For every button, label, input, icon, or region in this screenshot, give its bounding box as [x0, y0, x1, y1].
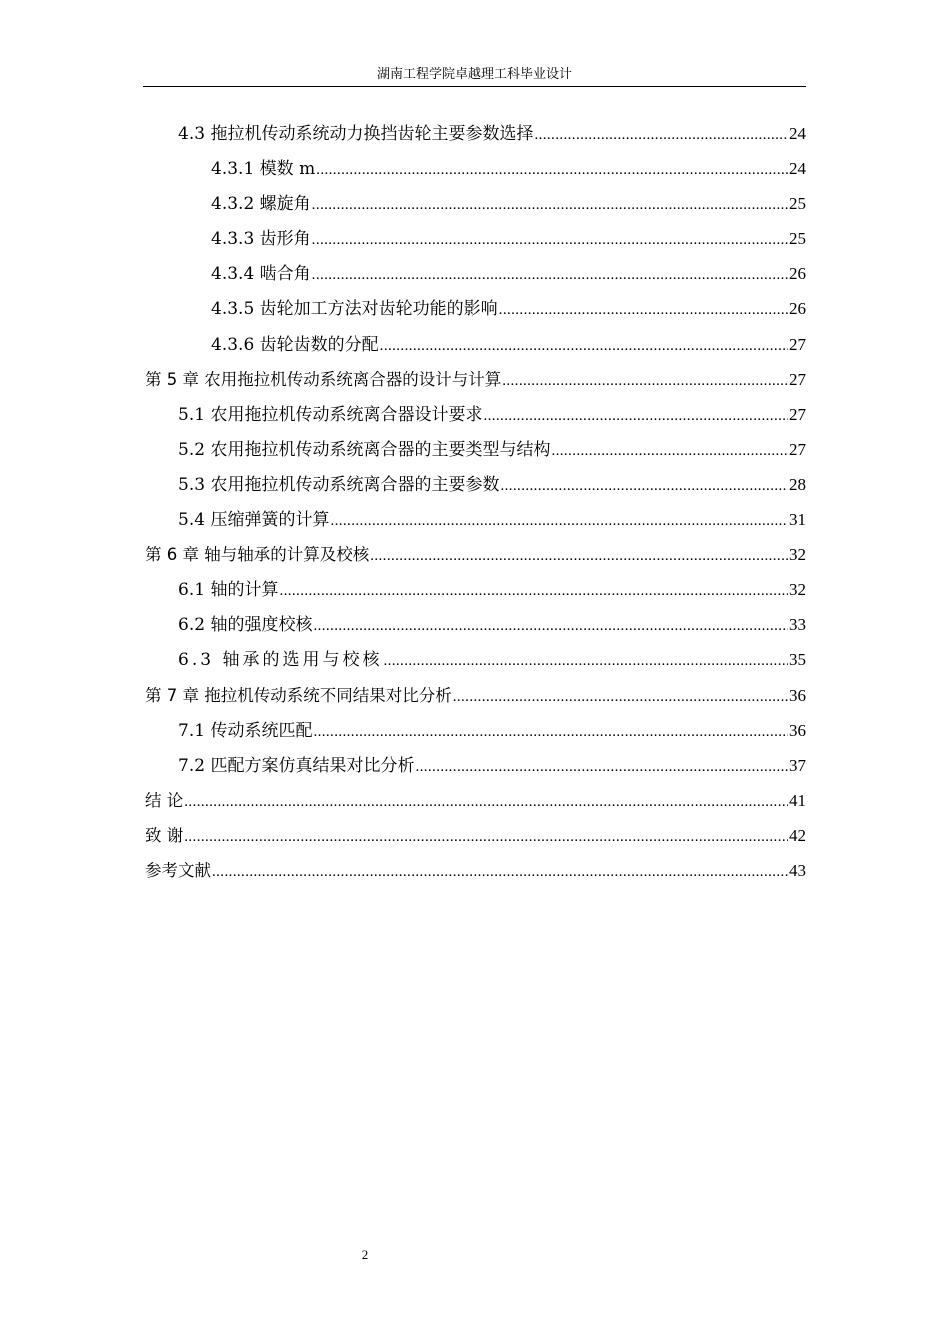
toc-entry[interactable] [143, 467, 806, 502]
toc-page-number: 24 [789, 159, 806, 179]
toc-page-number: 36 [789, 720, 806, 740]
toc-page-number: 27 [789, 439, 806, 459]
toc-dot-leader [370, 539, 788, 574]
toc-entry-title: 4.3.6 齿轮齿数的分配 [211, 334, 379, 355]
toc-page-number: 26 [789, 299, 806, 319]
toc-dot-leader [502, 364, 788, 399]
toc-entry[interactable] [143, 713, 806, 748]
toc-entry[interactable] [143, 256, 806, 291]
toc-entry[interactable] [143, 291, 806, 326]
toc-entry-title: 4.3.1 模数 m [211, 159, 316, 180]
toc-page-number: 32 [789, 545, 806, 565]
toc-dot-leader [312, 188, 788, 223]
toc-dot-leader [184, 820, 788, 855]
toc-dot-leader [453, 680, 788, 715]
toc-entry-title: 4.3.2 螺旋角 [211, 194, 311, 215]
toc-page-number: 27 [789, 369, 806, 389]
toc-entry-title: 第 6 章 轴与轴承的计算及校核 [145, 545, 370, 565]
toc-entry[interactable] [143, 116, 806, 151]
toc-entry-title: 4.3.4 啮合角 [211, 264, 311, 285]
toc-dot-leader [312, 223, 788, 258]
toc-dot-leader [313, 715, 788, 750]
toc-entry[interactable] [143, 221, 806, 256]
toc-page-number: 36 [789, 685, 806, 705]
toc-entry-title: 5.4 压缩弹簧的计算 [178, 510, 330, 531]
toc-dot-leader [380, 329, 788, 364]
toc-dot-leader [500, 469, 788, 504]
toc-entry[interactable] [143, 502, 806, 537]
toc-dot-leader [313, 609, 788, 644]
toc-dot-leader [330, 504, 788, 539]
toc-page-number: 31 [789, 510, 806, 530]
header-title: 湖南工程学院卓越理工科毕业设计 [376, 67, 572, 82]
toc-entry-title: 4.3.5 齿轮加工方法对齿轮功能的影响 [211, 299, 498, 320]
toc-page-number: 24 [789, 124, 806, 143]
toc-page-number: 28 [789, 474, 806, 494]
toc-entry-title: 6.2 轴的强度校核 [178, 615, 313, 636]
toc-entry[interactable] [143, 432, 806, 467]
toc-entry-title: 4.3 拖拉机传动系统动力换挡齿轮主要参数选择 [178, 124, 534, 144]
page-footer [0, 1247, 730, 1263]
toc-page-number: 27 [789, 404, 806, 424]
toc-entry[interactable] [143, 186, 806, 221]
toc-entry-title: 致 谢 [145, 825, 184, 845]
toc-chapter-entry[interactable] [143, 783, 806, 818]
toc-dot-leader [551, 434, 788, 469]
toc-page-number: 33 [789, 615, 806, 635]
toc-dot-leader [212, 855, 788, 890]
toc-entry-title: 6.3 轴承的选用与校核 [178, 650, 383, 671]
toc-entry[interactable] [143, 151, 806, 186]
toc-dot-leader [415, 750, 788, 785]
toc-dot-leader [499, 293, 788, 328]
toc-chapter-entry[interactable] [143, 537, 806, 572]
toc-page-number: 27 [789, 334, 806, 354]
footer-page-number: 2 [361, 1247, 369, 1262]
toc-page-number: 25 [789, 194, 806, 214]
toc-page-number: 25 [789, 229, 806, 249]
toc-page-number: 37 [789, 755, 806, 775]
toc-dot-leader [383, 644, 788, 679]
toc-entry[interactable] [143, 642, 806, 677]
toc-dot-leader [312, 258, 788, 293]
toc-entry[interactable] [143, 607, 806, 642]
toc-entry-title: 4.3.3 齿形角 [211, 229, 311, 250]
toc-entry[interactable] [143, 397, 806, 432]
toc-entry-title: 7.1 传动系统匹配 [178, 720, 313, 741]
toc-entry-title: 参考文献 [145, 860, 211, 880]
toc-dot-leader [483, 399, 788, 434]
toc-page-number: 42 [789, 825, 806, 845]
toc-chapter-entry[interactable] [143, 818, 806, 853]
toc-page-number: 32 [789, 580, 806, 600]
toc-entry-title: 5.2 农用拖拉机传动系统离合器的主要类型与结构 [178, 439, 551, 460]
toc-page-number: 41 [789, 790, 806, 810]
toc-entry-title: 6.1 轴的计算 [178, 580, 279, 601]
toc-entry-title: 第 7 章 拖拉机传动系统不同结果对比分析 [145, 685, 452, 705]
toc-entry-title: 第 5 章 农用拖拉机传动系统离合器的设计与计算 [145, 369, 502, 389]
toc-dot-leader [316, 153, 788, 188]
toc-chapter-entry[interactable] [143, 362, 806, 397]
toc-chapter-entry[interactable] [143, 853, 806, 888]
table-of-contents [143, 116, 806, 888]
toc-page-number: 26 [789, 264, 806, 284]
toc-dot-leader [184, 785, 788, 820]
page-header [143, 64, 806, 87]
toc-entry[interactable] [143, 748, 806, 783]
toc-page-number: 43 [789, 860, 806, 880]
toc-entry-title: 7.2 匹配方案仿真结果对比分析 [178, 755, 415, 776]
toc-entry[interactable] [143, 327, 806, 362]
toc-entry-title: 结 论 [145, 790, 184, 810]
toc-entry-title: 5.1 农用拖拉机传动系统离合器设计要求 [178, 404, 483, 425]
toc-page-number: 35 [789, 650, 806, 670]
toc-entry[interactable] [143, 572, 806, 607]
toc-dot-leader [534, 118, 788, 153]
toc-dot-leader [279, 574, 788, 609]
toc-chapter-entry[interactable] [143, 678, 806, 713]
toc-entry-title: 5.3 农用拖拉机传动系统离合器的主要参数 [178, 474, 500, 495]
